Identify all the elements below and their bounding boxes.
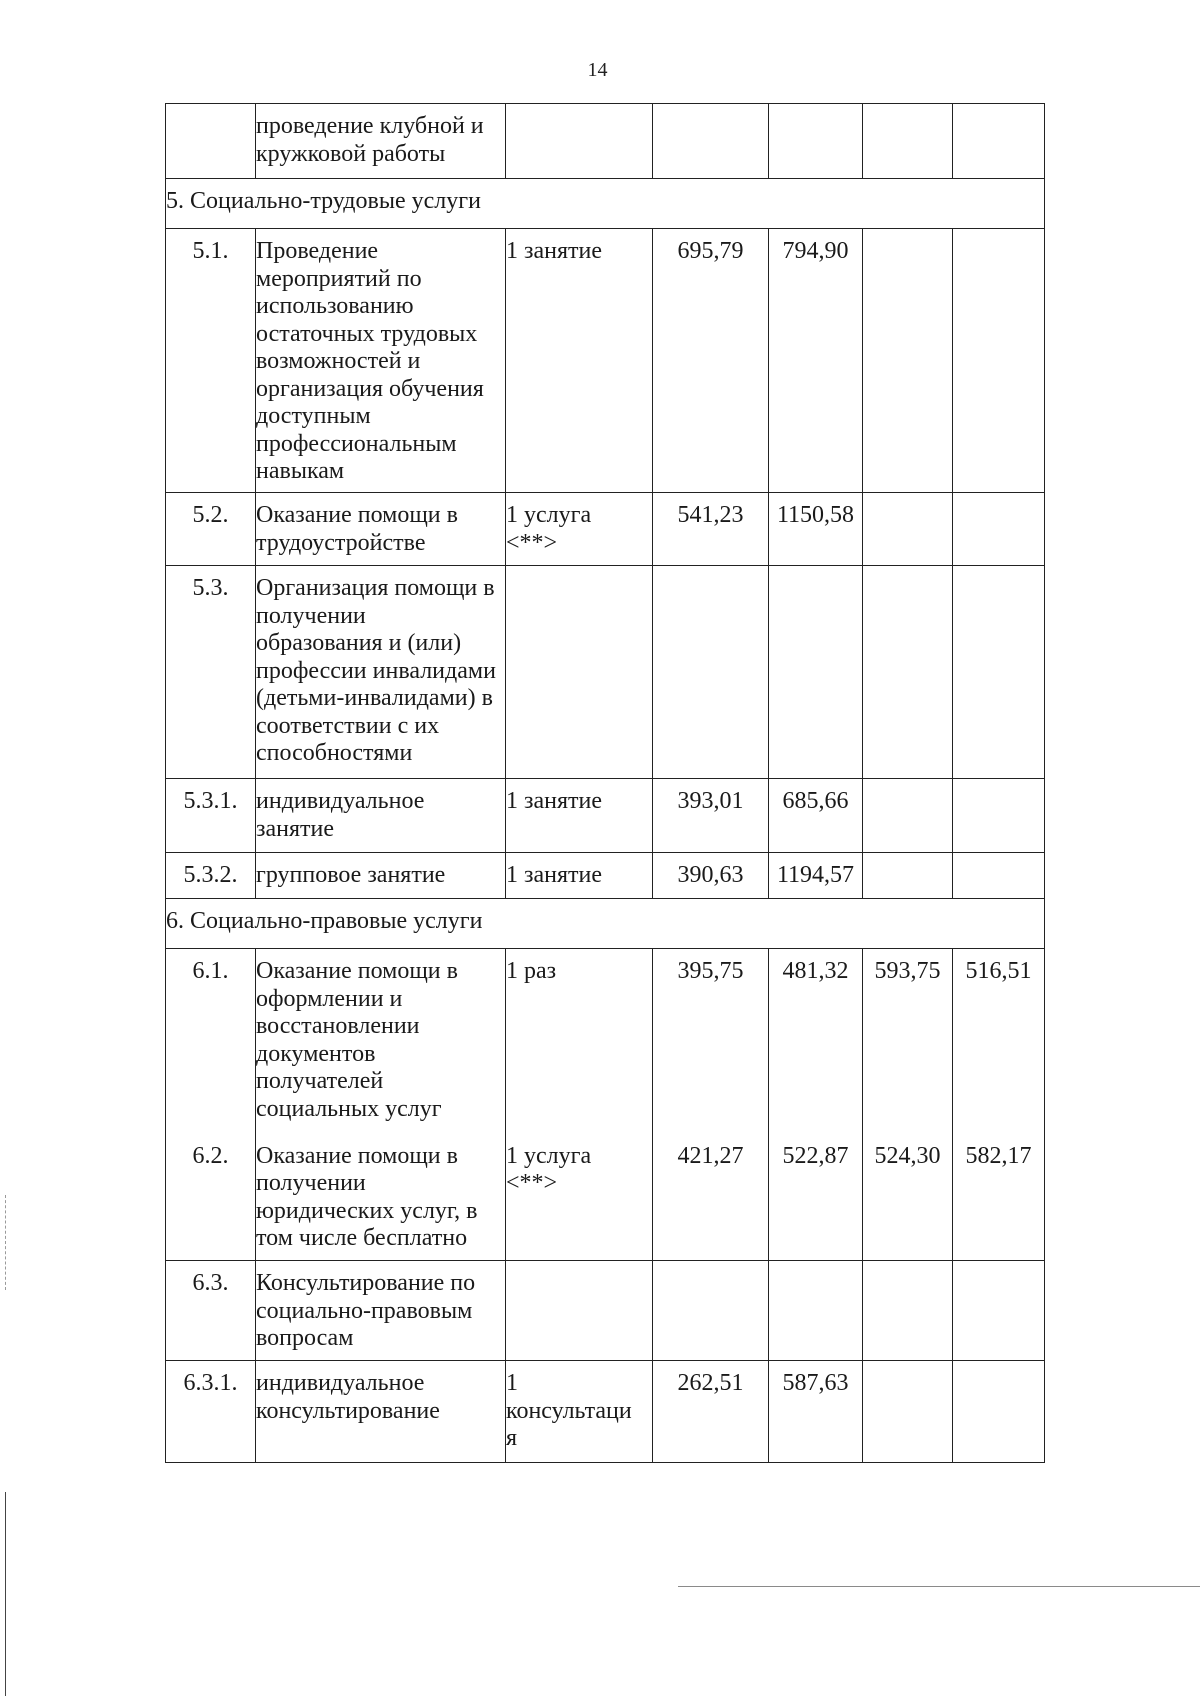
cell-number (166, 853, 256, 899)
price-value: 587,63 (782, 1370, 849, 1396)
cell-number (166, 1261, 256, 1361)
table-row (166, 853, 1045, 899)
cell-value (653, 229, 769, 493)
service-name-line: социально-правовым (256, 1297, 473, 1324)
services-table (165, 103, 1045, 1463)
cell-value (653, 779, 769, 853)
service-name-line: образования и (или) (256, 630, 462, 656)
service-name-line: оформлении и (256, 985, 403, 1012)
cell-service-name (256, 1361, 506, 1463)
cell-unit (506, 853, 653, 899)
service-name-line: организация обучения (256, 375, 484, 402)
cell-service-name (256, 229, 506, 493)
cell-service-name (256, 104, 506, 179)
cell-value (863, 229, 953, 493)
service-name-line: получателей (256, 1068, 384, 1094)
service-name-line: Проведение (256, 238, 379, 264)
cell-value (863, 853, 953, 899)
table-row (166, 104, 1045, 179)
price-value: 516,51 (965, 958, 1032, 984)
cell-service-name (256, 853, 506, 899)
service-name-line: получении (256, 1170, 366, 1196)
cell-value (653, 566, 769, 779)
price-value: 262,51 (677, 1370, 744, 1396)
cell-unit (506, 779, 653, 853)
cell-unit (506, 949, 653, 1134)
price-value: 395,75 (677, 958, 744, 984)
section-title: 5. Социально-трудовые услуги (166, 188, 481, 214)
cell-unit (506, 1261, 653, 1361)
cell-value (769, 1261, 863, 1361)
cell-value (653, 1361, 769, 1463)
cell-number (166, 566, 256, 779)
service-name-line: получении (256, 602, 366, 629)
cell-service-name (256, 1134, 506, 1261)
page-number: 14 (587, 59, 608, 81)
price-value: 685,66 (782, 788, 849, 814)
cell-value (863, 1361, 953, 1463)
cell-value (769, 1361, 863, 1463)
cell-value (953, 1361, 1045, 1463)
section-title: 6. Социально-правовые услуги (166, 908, 483, 934)
unit-line: 1 раз (506, 958, 557, 984)
cell-service-name (256, 1261, 506, 1361)
scan-edge-line (5, 1492, 6, 1696)
service-name-line: Оказание помощи в (256, 1142, 458, 1169)
cell-value (769, 949, 863, 1134)
scan-edge-mark (5, 1195, 6, 1290)
service-name-line: групповое занятие (256, 862, 446, 888)
cell-value (863, 779, 953, 853)
cell-value (953, 104, 1045, 179)
item-number: 5.3.2. (183, 862, 238, 888)
service-name-line: проведение клубной и (256, 113, 484, 139)
cell-value (863, 1134, 953, 1261)
service-name-line: документов (256, 1040, 376, 1067)
cell-value (769, 566, 863, 779)
cell-service-name (256, 493, 506, 566)
cell-value (953, 493, 1045, 566)
service-name-line: том числе бесплатно (256, 1225, 468, 1251)
item-number: 5.3.1. (183, 788, 238, 814)
cell-value (653, 104, 769, 179)
item-number: 6.3. (192, 1270, 229, 1296)
price-value: 421,27 (677, 1142, 744, 1169)
price-value: 582,17 (965, 1142, 1032, 1169)
service-name-line: навыкам (256, 458, 345, 484)
cell-service-name (256, 566, 506, 779)
service-name-line: соответствии с их (256, 712, 440, 739)
cell-value (953, 1134, 1045, 1261)
service-name-line: способностями (256, 740, 413, 766)
service-name-line: индивидуальное (256, 788, 425, 814)
cell-value (863, 104, 953, 179)
cell-number (166, 779, 256, 853)
service-name-line: (детьми-инвалидами) в (256, 685, 493, 711)
cell-value (863, 566, 953, 779)
unit-line: 1 занятие (506, 238, 602, 264)
item-number: 6.2. (192, 1142, 229, 1169)
item-number: 6.1. (192, 958, 229, 984)
unit-line: 1 занятие (506, 862, 602, 888)
unit-line: <**> (506, 1170, 558, 1196)
unit-line: 1 занятие (506, 788, 602, 814)
cell-value (769, 853, 863, 899)
cell-value (863, 493, 953, 566)
cell-service-name (256, 779, 506, 853)
cell-number (166, 1134, 256, 1261)
section-heading (166, 179, 1045, 229)
cell-value (953, 779, 1045, 853)
cell-value (769, 229, 863, 493)
cell-value (953, 229, 1045, 493)
price-value: 481,32 (782, 958, 849, 984)
table-row (166, 1134, 1045, 1261)
cell-unit (506, 566, 653, 779)
price-value: 1150,58 (776, 502, 855, 528)
cell-value (863, 1261, 953, 1361)
service-name-line: Оказание помощи в (256, 502, 458, 528)
cell-number (166, 949, 256, 1134)
cell-number (166, 104, 256, 179)
service-name-line: использованию (256, 293, 414, 319)
service-name-line: доступным (256, 403, 371, 429)
price-value: 593,75 (874, 958, 941, 984)
price-value: 541,23 (677, 502, 744, 528)
item-number: 5.3. (192, 575, 229, 601)
item-number: 5.1. (192, 238, 229, 264)
cell-value (653, 493, 769, 566)
cell-value (953, 853, 1045, 899)
unit-line: <**> (506, 529, 558, 556)
cell-unit (506, 1134, 653, 1261)
service-name-line: остаточных трудовых (256, 320, 478, 347)
unit-line: 1 услуга (506, 1142, 592, 1169)
cell-value (653, 1261, 769, 1361)
table-row (166, 1361, 1045, 1463)
section-row (166, 899, 1045, 949)
cell-value (769, 104, 863, 179)
service-name-line: Оказание помощи в (256, 958, 458, 984)
cell-unit (506, 229, 653, 493)
price-value: 393,01 (677, 788, 744, 814)
cell-value (769, 493, 863, 566)
table-row (166, 779, 1045, 853)
cell-value (769, 1134, 863, 1261)
cell-number (166, 229, 256, 493)
unit-line: консультаци (506, 1397, 632, 1424)
unit-line: 1 услуга (506, 502, 592, 528)
cell-service-name (256, 949, 506, 1134)
cell-number (166, 1361, 256, 1463)
service-name-line: Организация помощи в (256, 575, 495, 601)
table-row (166, 566, 1045, 779)
service-name-line: восстановлении (256, 1013, 420, 1039)
unit-line: 1 (506, 1370, 518, 1396)
section-heading (166, 899, 1045, 949)
table-row (166, 1261, 1045, 1361)
price-value: 522,87 (782, 1142, 849, 1169)
service-name-line: занятие (256, 815, 334, 842)
item-number: 6.3.1. (183, 1370, 238, 1396)
service-name-line: индивидуальное (256, 1370, 425, 1396)
cell-value (953, 566, 1045, 779)
cell-value (953, 949, 1045, 1134)
cell-value (653, 853, 769, 899)
price-value: 524,30 (874, 1142, 941, 1169)
service-name-line: профессиональным (256, 430, 457, 457)
service-name-line: Консультирование по (256, 1270, 476, 1296)
cell-unit (506, 104, 653, 179)
table-row (166, 493, 1045, 566)
cell-value (863, 949, 953, 1134)
cell-value (653, 1134, 769, 1261)
service-name-line: кружковой работы (256, 140, 446, 167)
service-name-line: вопросам (256, 1325, 354, 1351)
price-value: 390,63 (677, 862, 744, 888)
cell-value (653, 949, 769, 1134)
service-name-line: трудоустройстве (256, 529, 426, 556)
service-name-line: социальных услуг (256, 1095, 442, 1122)
section-row (166, 179, 1045, 229)
cell-number (166, 493, 256, 566)
cell-value (769, 779, 863, 853)
table-row (166, 949, 1045, 1134)
service-name-line: возможностей и (256, 348, 421, 374)
item-number: 5.2. (192, 502, 229, 528)
service-name-line: консультирование (256, 1397, 440, 1424)
price-value: 695,79 (677, 238, 744, 264)
price-value: 1194,57 (776, 862, 855, 888)
cell-unit (506, 493, 653, 566)
service-name-line: мероприятий по (256, 265, 422, 292)
unit-line: я (506, 1425, 518, 1451)
price-value: 794,90 (782, 238, 849, 264)
cell-value (953, 1261, 1045, 1361)
cell-unit (506, 1361, 653, 1463)
table-row (166, 229, 1045, 493)
service-name-line: юридических услуг, в (256, 1197, 478, 1224)
service-name-line: профессии инвалидами (256, 657, 496, 684)
scan-bottom-line (678, 1586, 1200, 1587)
